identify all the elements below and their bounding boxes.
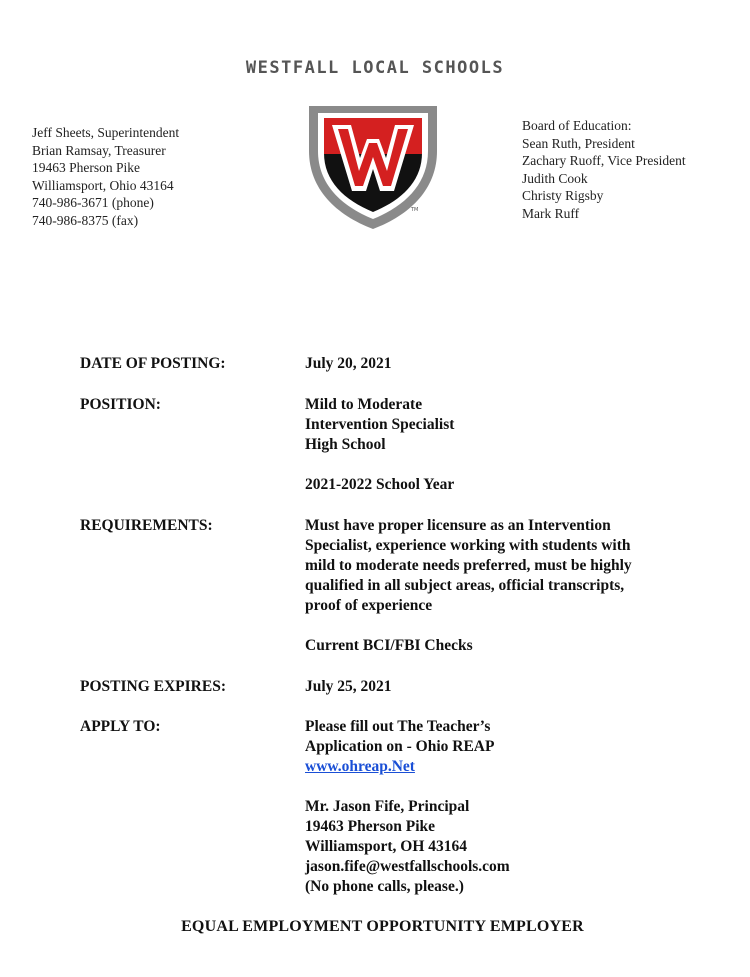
requirements-line: qualified in all subject areas, official transcripts, [305,577,625,594]
school-year: 2021-2022 School Year [305,476,455,493]
board-member: Zachary Ruoff, Vice President [522,153,686,168]
phone-number: 740-986-3671 (phone) [32,195,154,210]
date-of-posting-label: DATE OF POSTING: [80,355,226,372]
date-of-posting-value: July 20, 2021 [305,355,392,372]
principal-city: Williamsport, OH 43164 [305,838,468,855]
board-title: Board of Education: [522,118,632,133]
requirements-line: mild to moderate needs preferred, must be highly [305,557,632,574]
shield-w-logo-icon [306,103,440,231]
board-member: Judith Cook [522,170,588,186]
superintendent: Jeff Sheets, Superintendent [32,125,180,140]
principal-address: 19463 Pherson Pike [305,818,436,835]
administration-contact [32,124,179,229]
board-of-education [522,117,686,222]
requirements-line: Must have proper licensure as an Intervention [305,517,611,534]
fax-number: 740-986-8375 (fax) [32,212,139,228]
board-member: Mark Ruff [522,205,580,221]
apply-instructions: Please fill out The Teacher’s [305,718,491,735]
board-member: Christy Rigsby [522,188,604,203]
trademark-mark: TM [411,207,419,213]
position-line: High School [305,436,386,453]
position-line: Mild to Moderate [305,396,423,413]
background-checks: Current BCI/FBI Checks [305,637,473,654]
no-phone-note: (No phone calls, please.) [305,878,464,895]
position-label: POSITION: [80,396,161,413]
street-address: 19463 Pherson Pike [32,160,140,175]
requirements-line: proof of experience [305,597,433,614]
posting-expires-value: July 25, 2021 [305,678,392,695]
posting-expires-label: POSTING EXPIRES: [80,678,226,695]
eeo-statement: EQUAL EMPLOYMENT OPPORTUNITY EMPLOYER [181,918,584,935]
district-title: WESTFALL LOCAL SCHOOLS [245,58,505,78]
position-line: Intervention Specialist [305,416,455,433]
requirements-line: Specialist, experience working with students with [305,537,631,554]
board-member: Sean Ruth, President [522,135,635,151]
principal-name: Mr. Jason Fife, Principal [305,798,470,815]
principal-email: jason.fife@westfallschools.com [305,858,510,875]
requirements-label: REQUIREMENTS: [80,517,213,534]
apply-to-label: APPLY TO: [80,718,161,735]
treasurer: Brian Ramsay, Treasurer [32,142,166,158]
apply-instructions: Application on - Ohio REAP [305,738,495,755]
ohreap-link[interactable]: www.ohreap.Net [305,758,415,775]
city-state-zip: Williamsport, Ohio 43164 [32,177,174,193]
